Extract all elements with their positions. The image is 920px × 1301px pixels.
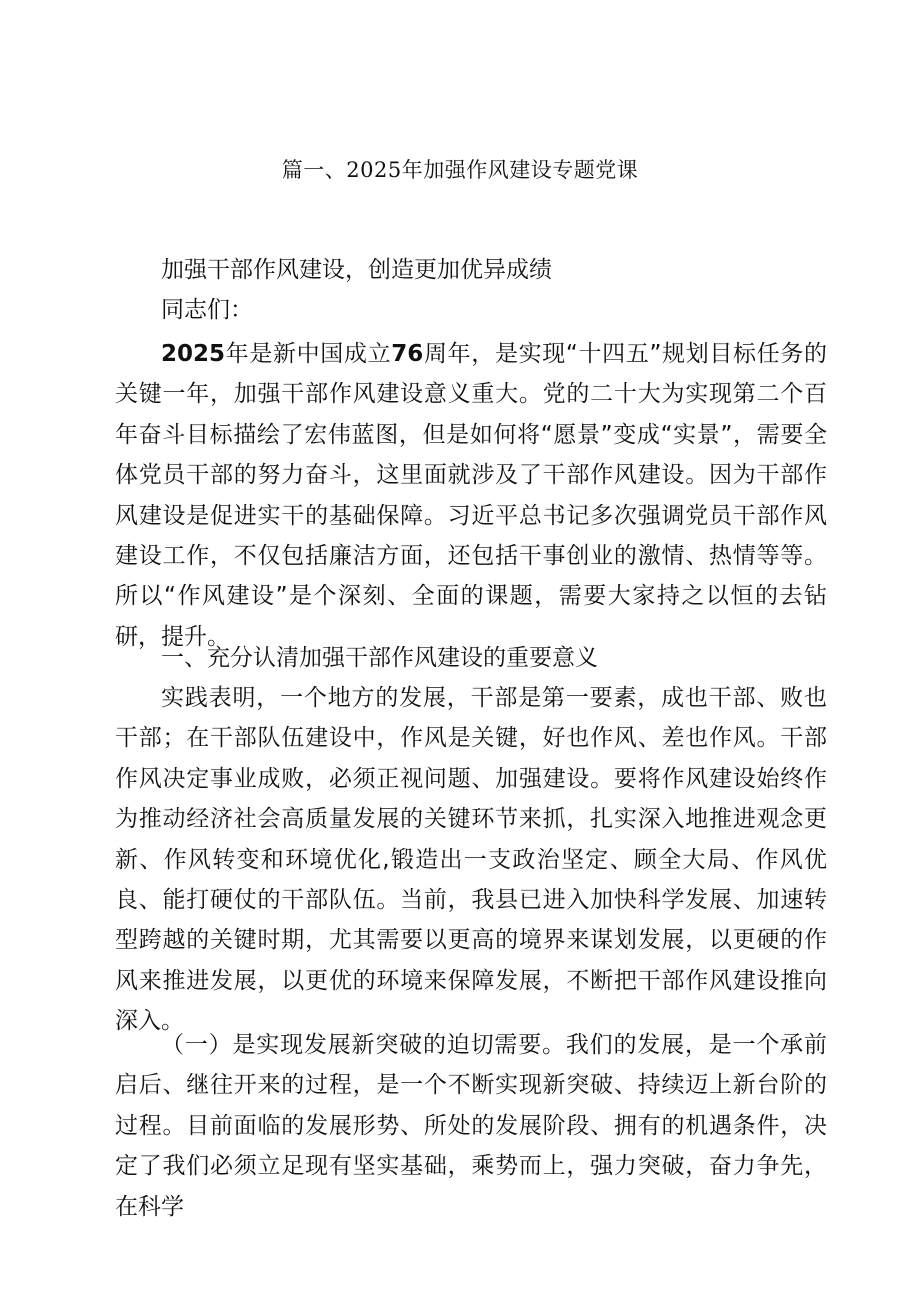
paragraph-subsection-1 (115, 1025, 827, 1227)
paragraph-intro (115, 334, 827, 657)
paragraph-practice (115, 678, 827, 1042)
section-heading-1: 一、充分认清加强干部作风建设的重要意义 (161, 645, 598, 671)
document-title: 篇一、2025年加强作风建设专题党课 (281, 158, 639, 182)
paragraph-practice-text: 实践表明，一个地方的发展，干部是第一要素，成也干部、败也干部；在干部队伍建设中，作风是关键，好也作风、差也作风。干部作风决定事业成败，必须正视问题、加强建设。要将作风建设始终作为推动经济社会高质量发展的关键环节来抓，扎实深入地推进观念更新、作风转变和环境优化,锻造出一支政治坚定、顾全大局、作风优良、能打硬仗的干部队伍。当前，我县已进入加快科学发展、加速转型跨越的关键时期，尤其需要以更高的境界来谋划发展，以更硬的作风来推进发展，以更优的环境来保障发展，不断把干部作风建设推向深入。 (115, 685, 827, 1035)
salutation: 同志们： (161, 297, 253, 323)
intro-text-part-2: 周年，是实现“十四五”规划目标任务的关键一年，加强干部作风建设意义重大。党的二十大为实现第二个百年奋斗目标描绘了宏伟蓝图，但是如何将“愿景”变成“实景”，需要全体党员干部的努力奋斗，这里面就涉及了干部作风建设。因为干部作风建设是促进实干的基础保障。习近平总书记多次强调党员干部作风建设工作，不仅包括廉洁方面，还包括干事创业的激情、热情等等。所以“作风建设”是个深刻、全面的课题，需要大家持之以恒的去钻研，提升。 (115, 341, 827, 650)
paragraph-subsection-1-text: （一）是实现发展新突破的迫切需要。我们的发展，是一个承前启后、继往开来的过程，是一个不断实现新突破、持续迈上新台阶的过程。目前面临的发展形势、所处的发展阶段、拥有的机遇条件，决定了我们必须立足现有坚实基础，乘势而上，强力突破，奋力争先，在科学 (115, 1032, 827, 1220)
document-subtitle: 加强干部作风建设，创造更加优异成绩 (161, 257, 552, 283)
year-number: 2025 (161, 341, 226, 367)
intro-text-part-1: 年是新中国成立 (225, 341, 392, 367)
anniversary-number: 76 (391, 341, 424, 367)
